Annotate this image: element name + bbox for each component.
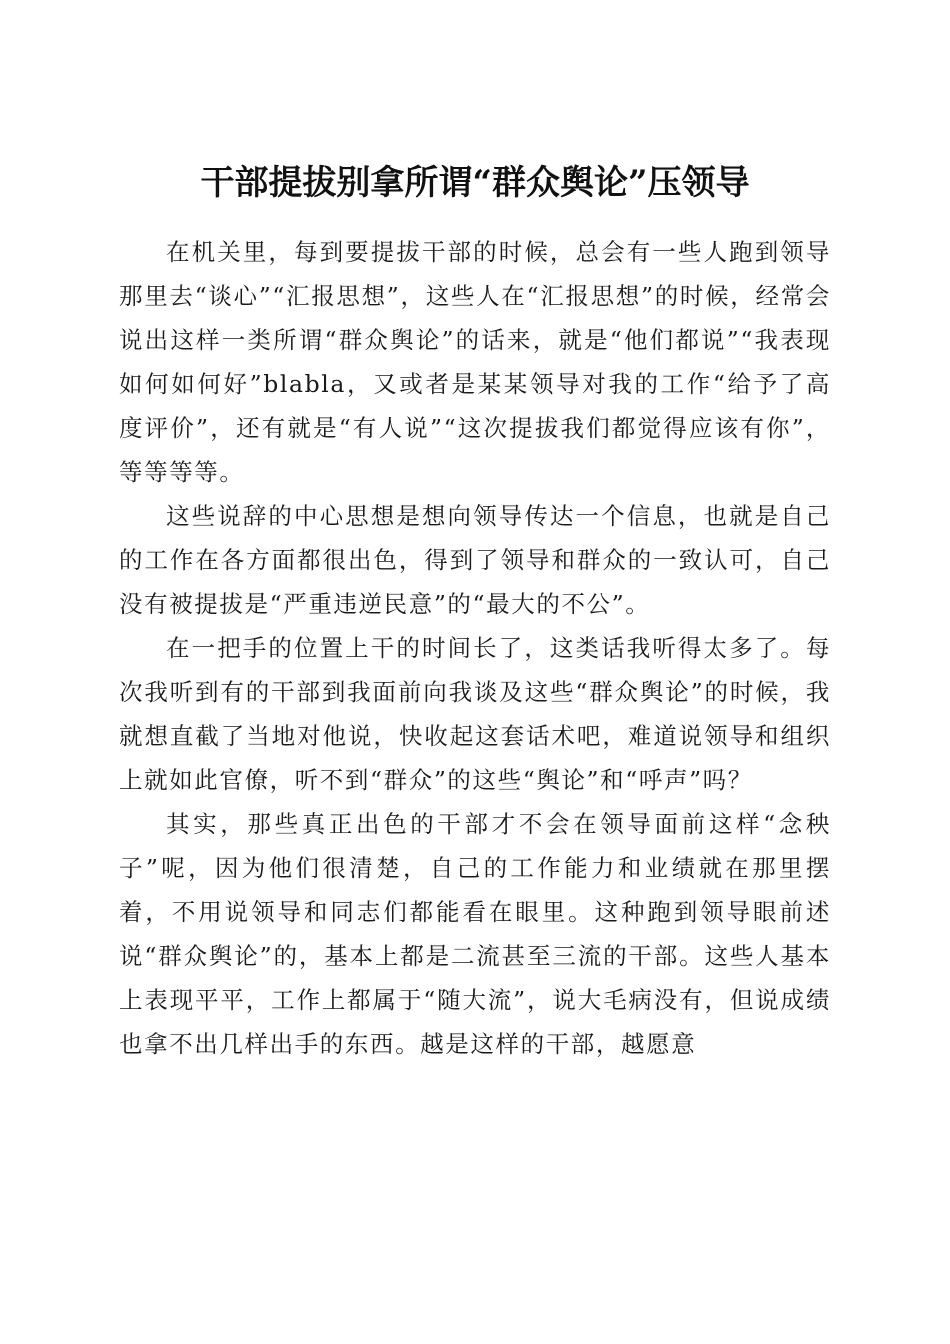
document-title: 干部提拔别拿所谓“群众舆论”压领导 xyxy=(200,162,750,203)
paragraph-1: 在机关里，每到要提拔干部的时候，总会有一些人跑到领导那里去“谈心”“汇报思想”，这些人在“汇报思想”的时候，经常会说出这样一类所谓“群众舆论”的话来，就是“他们都说”“我表现如何如何好”blabla，又或者是某某领导对我的工作“给予了高度评价”，还有就是“有人说”“这次提拔我们都觉得应该有你”，等等等等。 xyxy=(119,238,831,486)
paragraph-2: 这些说辞的中心思想是想向领导传达一个信息，也就是自己的工作在各方面都很出色，得到了领导和群众的一致认可，自己没有被提拔是“严重违逆民意”的“最大的不公”。 xyxy=(119,502,831,618)
document-body xyxy=(119,230,831,1066)
paragraph-3: 在一把手的位置上干的时间长了，这类话我听得太多了。每次我听到有的干部到我面前向我谈及这些“群众舆论”的时候，我就想直截了当地对他说，快收起这套话术吧，难道说领导和组织上就如此官僚，听不到“群众”的这些“舆论”和“呼声”吗？ xyxy=(119,634,831,794)
paragraph-4: 其实，那些真正出色的干部才不会在领导面前这样“念秧子”呢，因为他们很清楚，自己的工作能力和业绩就在那里摆着，不用说领导和同志们都能看在眼里。这种跑到领导眼前述说“群众舆论”的，基本上都是二流甚至三流的干部。这些人基本上表现平平，工作上都属于“随大流”，说大毛病没有，但说成绩也拿不出几样出手的东西。越是这样的干部，越愿意 xyxy=(119,810,831,1058)
